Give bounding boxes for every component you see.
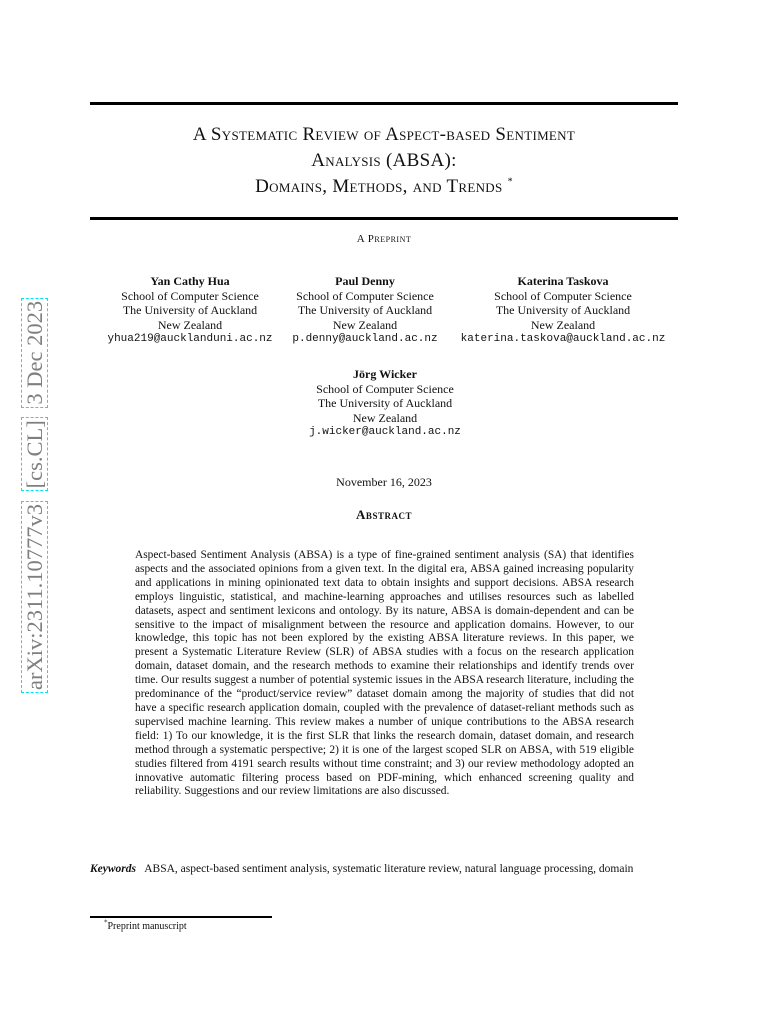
author-country: New Zealand <box>352 410 418 425</box>
author-school: School of Computer Science <box>316 381 454 396</box>
footnote <box>104 918 187 932</box>
author-email[interactable]: j.wicker@auckland.ac.nz <box>309 426 461 438</box>
author-school: School of Computer Science <box>296 288 434 303</box>
footnote-mark: * <box>104 918 108 927</box>
paper-title <box>90 122 678 200</box>
author-email[interactable]: katerina.taskova@auckland.ac.nz <box>460 333 666 345</box>
author-university: The University of Auckland <box>122 303 258 317</box>
author-block <box>100 274 280 347</box>
footnote-text: Preprint manuscript <box>107 921 187 932</box>
author-name: Paul Denny <box>335 274 395 288</box>
author-university: The University of Auckland <box>495 303 631 317</box>
title-line-3: Domains, Methods, and Trends <box>255 176 503 197</box>
author-block <box>290 367 480 440</box>
author-country: New Zealand <box>157 317 223 332</box>
author-email[interactable]: yhua219@aucklanduni.ac.nz <box>107 333 273 345</box>
title-bottom-rule <box>90 217 678 220</box>
author-block <box>288 274 442 347</box>
title-footnote-mark[interactable]: * <box>507 176 513 188</box>
author-name: Yan Cathy Hua <box>150 274 230 288</box>
arxiv-id[interactable]: arXiv:2311.10777v3 <box>21 501 48 693</box>
author-university: The University of Auckland <box>297 303 433 317</box>
arxiv-date[interactable]: 3 Dec 2023 <box>21 298 48 408</box>
author-country: New Zealand <box>530 317 596 332</box>
author-name: Jörg Wicker <box>353 367 417 381</box>
author-school: School of Computer Science <box>121 288 259 303</box>
keywords-line <box>90 863 690 875</box>
author-country: New Zealand <box>332 317 398 332</box>
author-name: Katerina Taskova <box>517 274 609 288</box>
abstract-heading: Abstract <box>356 507 412 522</box>
title-top-rule <box>90 102 678 105</box>
author-email[interactable]: p.denny@auckland.ac.nz <box>292 333 438 345</box>
arxiv-category[interactable]: [cs.CL] <box>21 417 48 491</box>
publication-date: November 16, 2023 <box>336 475 432 489</box>
author-university: The University of Auckland <box>317 396 453 410</box>
arxiv-stamp <box>17 247 53 695</box>
abstract-body: Aspect-based Sentiment Analysis (ABSA) is a type of fine-grained sentiment analysis (SA) that identifies aspects and the associated opinions from a given text. In the digital era, ABSA gained increasing popularity and applications in mining opinionated text data to obtain insights and support decisions. ABSA research employs linguistic, statistical, and machine-learning approaches and utilises resources such as labelled datasets, aspect and sentiment lexicons and ontology. By its nature, ABSA is domain-dependent and can be sensitive to the impact of misalignment between the resource and application domains. However, to our knowledge, this topic has not been explored by the existing ABSA literature reviews. In this paper, we present a Systematic Literature Review (SLR) of ABSA studies with a focus on the research application domain, dataset domain, and the research methods to examine their relationships and identify trends over time. Our results suggest a number of potential systemic issues in the ABSA research literature, including the predominance of the “product/service review” dataset domain among the majority of studies that did not have a specific research application domain, coupled with the prevalence of dataset-reliant methods such as supervised machine learning. This review makes a number of unique contributions to the ABSA research field: 1) To our knowledge, it is the first SLR that links the research domain, dataset domain, and research method through a systematic perspective; 2) it is one of the largest scoped SLR on ABSA, with 519 eligible studies filtered from 4191 search results without time constraint; and 3) our review methodology adopted an innovative automatic filtering process based on PDF-mining, which enhanced screening quality and reliability. Suggestions and our review limitations are also discussed. <box>135 549 634 798</box>
keywords-label: Keywords <box>90 863 136 875</box>
keywords-text: ABSA, aspect-based sentiment analysis, systematic literature review, natural language processing, domain <box>144 863 634 875</box>
author-block <box>455 274 671 347</box>
title-line-1: A Systematic Review of Aspect-based Sentiment <box>192 124 576 145</box>
footnote-rule <box>90 916 272 918</box>
title-line-2: Analysis (ABSA): <box>311 150 457 171</box>
title-line-3-wrap <box>90 174 678 200</box>
author-school: School of Computer Science <box>494 288 632 303</box>
preprint-label: A Preprint <box>356 233 412 245</box>
